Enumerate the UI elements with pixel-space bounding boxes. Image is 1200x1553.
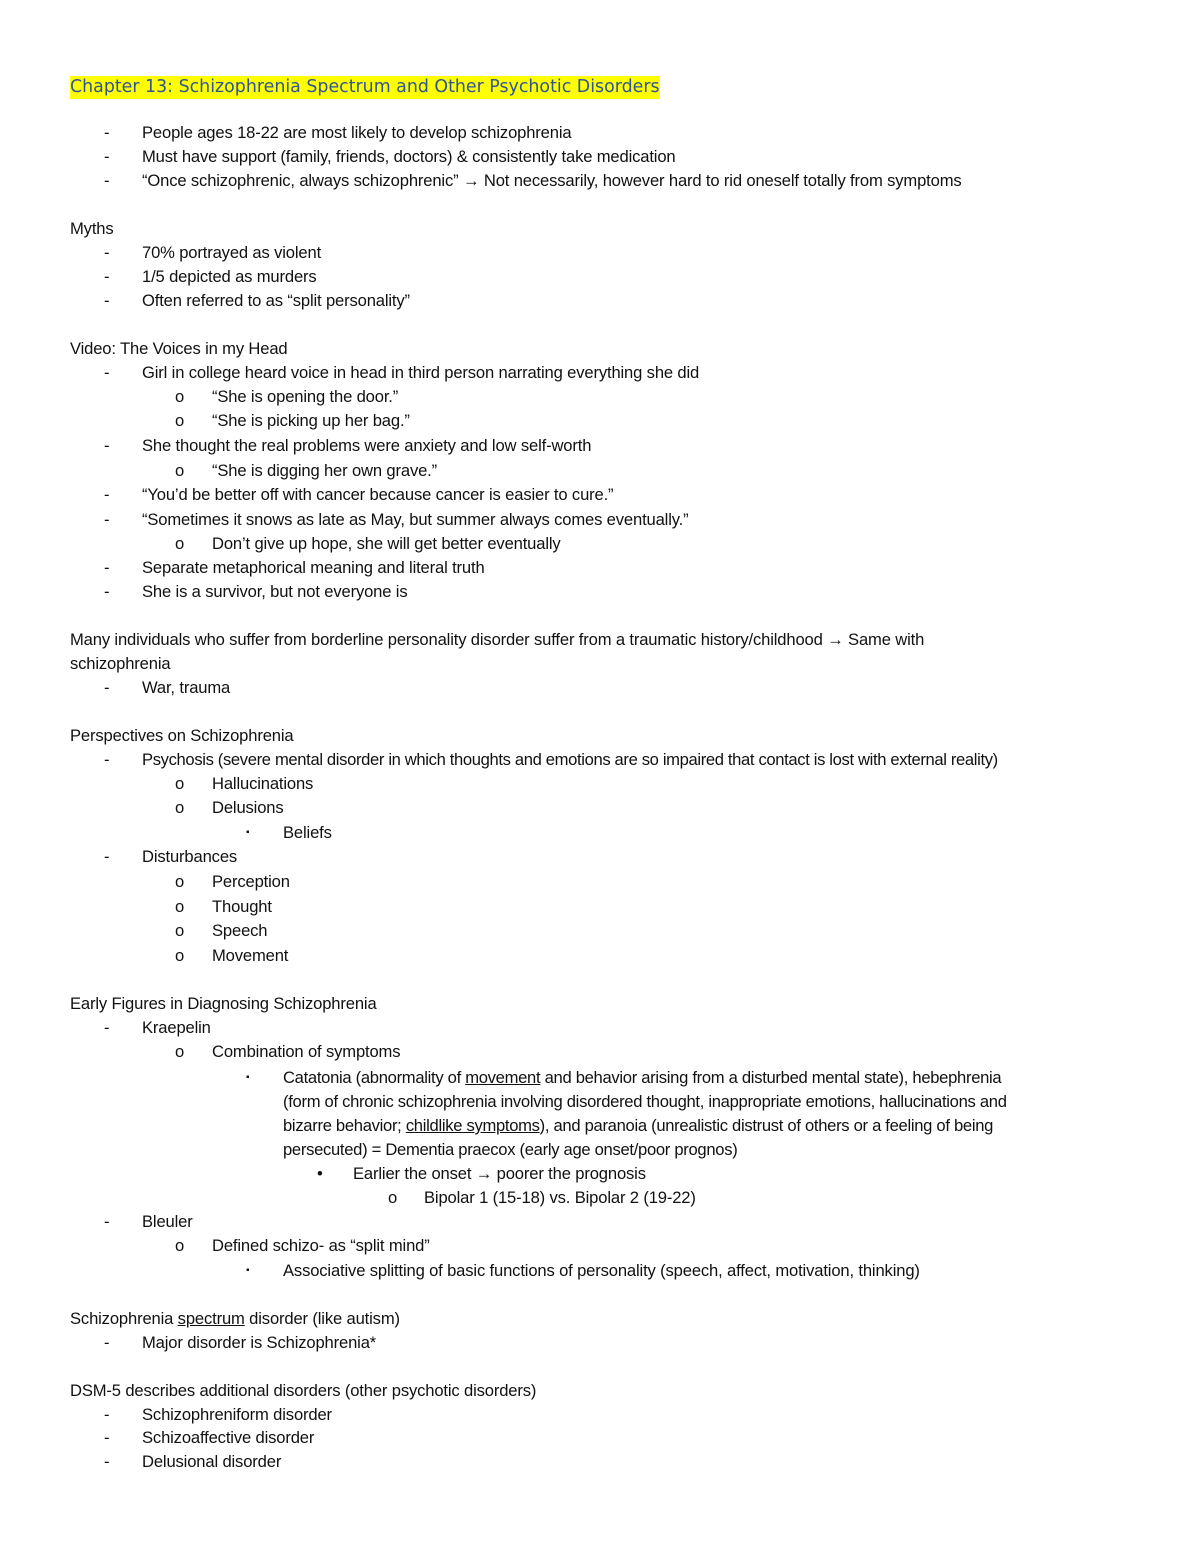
list-item: Defined schizo- as “split mind” (212, 1236, 430, 1255)
dash-marker: - (104, 1405, 110, 1424)
dash-marker: - (104, 171, 110, 190)
paragraph-line (283, 1114, 993, 1138)
list-item: “You’d be better off with cancer because cancer is easier to cure.” (142, 485, 614, 504)
circle-marker: o (175, 897, 185, 916)
dot-marker: • (317, 1164, 323, 1183)
paragraph-line: schizophrenia (70, 654, 171, 673)
underlined-term: movement (465, 1068, 541, 1087)
text-run: bizarre behavior; (283, 1116, 406, 1135)
list-item: Bipolar 1 (15-18) vs. Bipolar 2 (19-22) (424, 1188, 696, 1207)
section-heading-video: Video: The Voices in my Head (70, 339, 288, 358)
list-item: 1/5 depicted as murders (142, 267, 317, 286)
dash-marker: - (104, 267, 110, 286)
list-item: Schizophreniform disorder (142, 1405, 332, 1424)
underlined-term: childlike symptoms (405, 1116, 540, 1135)
list-item: Speech (212, 921, 268, 940)
list-item: Associative splitting of basic functions of personality (speech, affect, motivation, thinking) (283, 1261, 920, 1280)
list-item: Don’t give up hope, she will get better eventually (212, 534, 561, 553)
list-item: Disturbances (142, 847, 238, 866)
list-item: She is a survivor, but not everyone is (142, 582, 408, 601)
text-run: disorder (like autism) (244, 1309, 400, 1328)
list-item: Hallucinations (212, 774, 314, 793)
circle-marker: o (175, 872, 185, 891)
list-item: Separate metaphorical meaning and literal truth (142, 558, 485, 577)
list-item: Movement (212, 946, 289, 965)
dash-marker: - (104, 123, 110, 142)
circle-marker: o (388, 1188, 398, 1207)
dash-marker: - (104, 847, 110, 866)
text-run: Schizophrenia (70, 1309, 178, 1328)
dash-marker: - (104, 485, 110, 504)
list-item: “She is opening the door.” (212, 387, 399, 406)
dash-marker: - (104, 750, 110, 769)
dash-marker: - (104, 291, 110, 310)
circle-marker: o (175, 798, 185, 817)
list-item: Girl in college heard voice in head in third person narrating everything she did (142, 363, 700, 382)
list-item: Beliefs (283, 823, 332, 842)
square-marker: ▪ (246, 1072, 250, 1083)
paragraph-line (283, 1066, 1001, 1090)
list-item: Delusions (212, 798, 284, 817)
list-item: “Sometimes it snows as late as May, but summer always comes eventually.” (142, 510, 689, 529)
list-item: Must have support (family, friends, doctors) & consistently take medication (142, 147, 676, 166)
square-marker: ▪ (246, 1265, 250, 1276)
list-item: Major disorder is Schizophrenia* (142, 1333, 377, 1352)
paragraph-line: Many individuals who suffer from borderline personality disorder suffer from a traumatic history/childhood → Same with (70, 630, 925, 649)
section-heading-dsm5: DSM-5 describes additional disorders (other psychotic disorders) (70, 1381, 537, 1400)
list-item: Often referred to as “split personality” (142, 291, 410, 310)
list-item: “Once schizophrenic, always schizophrenic” → Not necessarily, however hard to rid oneself totally from symptoms (142, 171, 962, 190)
circle-marker: o (175, 387, 185, 406)
circle-marker: o (175, 921, 185, 940)
square-marker: ▪ (246, 827, 250, 838)
dash-marker: - (104, 1212, 110, 1231)
dash-marker: - (104, 1452, 110, 1471)
list-item: “She is digging her own grave.” (212, 461, 438, 480)
circle-marker: o (175, 1042, 185, 1061)
list-item: She thought the real problems were anxiety and low self-worth (142, 436, 592, 455)
title-highlight: Chapter 13: Schizophrenia Spectrum and Other Psychotic Disorders (70, 77, 660, 97)
circle-marker: o (175, 774, 185, 793)
dash-marker: - (104, 147, 110, 166)
dash-marker: - (104, 1428, 110, 1447)
text-run: and behavior arising from a disturbed mental state), hebephrenia (540, 1068, 1002, 1087)
list-item: People ages 18-22 are most likely to develop schizophrenia (142, 123, 572, 142)
text-run: Catatonia (abnormality of (283, 1068, 466, 1087)
dash-marker: - (104, 678, 110, 697)
list-item: 70% portrayed as violent (142, 243, 322, 262)
circle-marker: o (175, 411, 185, 430)
dash-marker: - (104, 558, 110, 577)
list-item: War, trauma (142, 678, 231, 697)
underlined-term: spectrum (177, 1309, 245, 1328)
circle-marker: o (175, 461, 185, 480)
list-item: Kraepelin (142, 1018, 211, 1037)
paragraph-line: (form of chronic schizophrenia involving disordered thought, inappropriate emotions, hallucinations and (283, 1092, 1007, 1111)
dash-marker: - (104, 436, 110, 455)
list-item: Psychosis (severe mental disorder in which thoughts and emotions are so impaired that contact is lost with external reality) (142, 750, 998, 769)
section-heading-spectrum (70, 1307, 400, 1331)
list-item: Bleuler (142, 1212, 193, 1231)
list-item: Perception (212, 872, 290, 891)
paragraph-line: persecuted) = Dementia praecox (early age onset/poor prognos) (283, 1140, 738, 1159)
list-item: “She is picking up her bag.” (212, 411, 410, 430)
text-run: ), and paranoia (unrealistic distrust of others or a feeling of being (539, 1116, 994, 1135)
dash-marker: - (104, 243, 110, 262)
dash-marker: - (104, 363, 110, 382)
dash-marker: - (104, 582, 110, 601)
section-heading-myths: Myths (70, 219, 114, 238)
list-item: Schizoaffective disorder (142, 1428, 315, 1447)
list-item: Combination of symptoms (212, 1042, 401, 1061)
list-item: Earlier the onset → poorer the prognosis (353, 1164, 646, 1183)
circle-marker: o (175, 534, 185, 553)
dash-marker: - (104, 1333, 110, 1352)
list-item: Delusional disorder (142, 1452, 282, 1471)
section-heading-early-figures: Early Figures in Diagnosing Schizophrenia (70, 994, 377, 1013)
circle-marker: o (175, 946, 185, 965)
page-title (70, 74, 660, 100)
dash-marker: - (104, 510, 110, 529)
section-heading-perspectives: Perspectives on Schizophrenia (70, 726, 294, 745)
circle-marker: o (175, 1236, 185, 1255)
list-item: Thought (212, 897, 272, 916)
dash-marker: - (104, 1018, 110, 1037)
